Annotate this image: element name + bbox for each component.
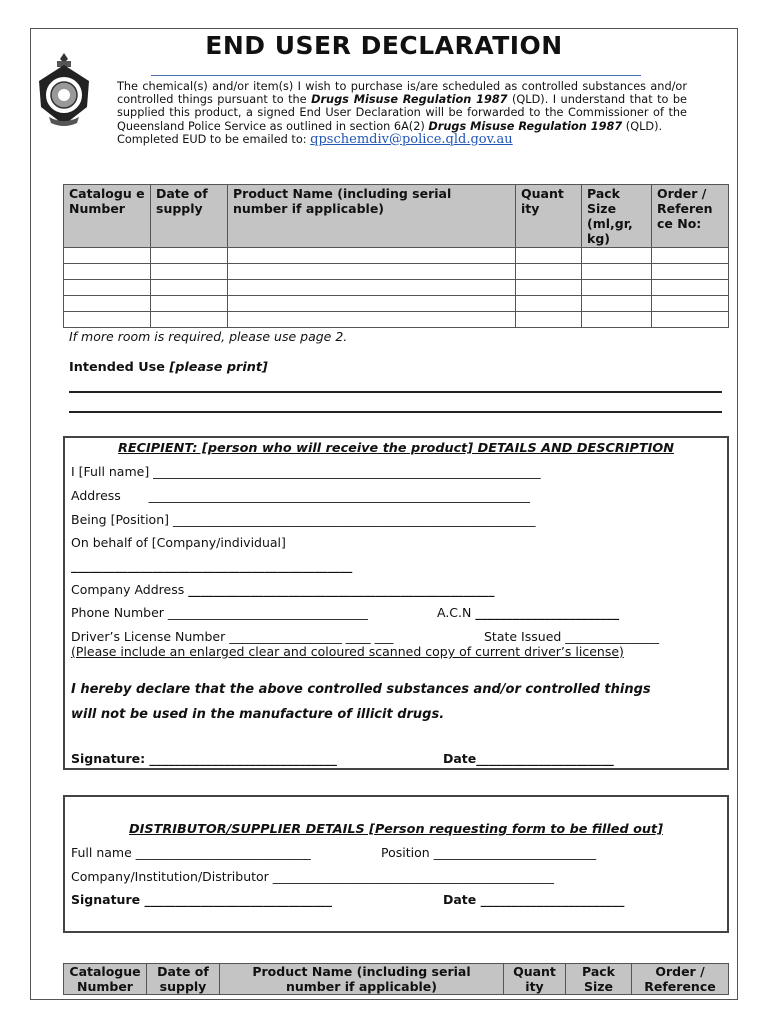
intended-use-line-1[interactable]: [69, 391, 722, 393]
table-cell[interactable]: [516, 248, 582, 264]
table-cell[interactable]: [228, 280, 516, 296]
recipient-full-name-field[interactable]: I [Full name] ______________________________________________________________: [71, 464, 541, 479]
col-date-of-supply: Date of supply: [151, 185, 228, 248]
col-catalogue-number: Catalogu e Number: [64, 185, 151, 248]
table-cell[interactable]: [64, 248, 151, 264]
intro-paragraph: The chemical(s) and/or item(s) I wish to purchase is/are scheduled as controlled substances and/or controlled things pursuant to the Drugs Misuse Regulation 1987 (QLD). I understand that to be supplied this product, a signed End User Declaration will be forwarded to the Commissioner of the Queensland Police Service as outlined in section 6A(2) Drugs Misuse Regulation 1987 (QLD). Completed EUD to be emailed to: qpschemdiv@police.qld.gov.au: [117, 80, 688, 147]
distributor-company-field[interactable]: Company/Institution/Distributor _____________________________________________: [71, 869, 555, 884]
recipient-signature-field[interactable]: Signature: ______________________________: [71, 751, 337, 766]
recipient-on-behalf-field[interactable]: _____________________________________________: [71, 558, 353, 573]
recipient-date-field[interactable]: Date______________________: [443, 751, 614, 766]
table-row: [64, 312, 729, 328]
table-cell[interactable]: [652, 280, 729, 296]
col-order-reference: Order / Reference: [632, 964, 729, 995]
declaration-text: I hereby declare that the above controlled substances and/or controlled things: [71, 682, 651, 697]
table-cell[interactable]: [151, 248, 228, 264]
table-cell[interactable]: [582, 264, 652, 280]
col-order-reference: Order / Referen ce No:: [652, 185, 729, 248]
table-cell[interactable]: [652, 264, 729, 280]
table-row: [64, 280, 729, 296]
distributor-section: [63, 795, 729, 933]
table-cell[interactable]: [582, 312, 652, 328]
table-cell[interactable]: [64, 264, 151, 280]
table-cell[interactable]: [516, 264, 582, 280]
table-cell[interactable]: [228, 264, 516, 280]
col-pack-size: Pack Size: [566, 964, 632, 995]
distributor-full-name-field[interactable]: Full name ____________________________: [71, 845, 311, 860]
regulation-name: Drugs Misuse Regulation 1987: [428, 119, 623, 133]
table-cell[interactable]: [151, 280, 228, 296]
table-cell[interactable]: [582, 248, 652, 264]
recipient-position-field[interactable]: Being [Position] __________________________________________________________: [71, 512, 536, 527]
regulation-name: Drugs Misuse Regulation 1987: [311, 93, 508, 107]
table-cell[interactable]: [228, 312, 516, 328]
table-cell[interactable]: [652, 312, 729, 328]
recipient-section: [63, 436, 729, 770]
more-room-note: If more room is required, please use page 2.: [69, 329, 348, 344]
recipient-address-field[interactable]: Address _____________________________________________________________: [71, 488, 530, 503]
table-cell[interactable]: [64, 296, 151, 312]
table-cell[interactable]: [228, 296, 516, 312]
recipient-state-issued-field[interactable]: State Issued _______________: [484, 629, 660, 644]
table-cell[interactable]: [582, 280, 652, 296]
queensland-police-crest-icon: [37, 51, 91, 131]
distributor-signature-field[interactable]: Signature ______________________________: [71, 892, 332, 907]
col-quantity: Quant ity: [504, 964, 566, 995]
table-cell[interactable]: [652, 248, 729, 264]
col-catalogue-number: Catalogue Number: [64, 964, 147, 995]
table-cell[interactable]: [64, 280, 151, 296]
table-cell[interactable]: [151, 312, 228, 328]
distributor-date-field[interactable]: Date _______________________: [443, 892, 625, 907]
recipient-company-address-field[interactable]: Company Address _________________________________________________: [71, 582, 495, 597]
email-link[interactable]: qpschemdiv@police.qld.gov.au: [310, 131, 513, 147]
license-note: (Please include an enlarged clear and coloured scanned copy of current driver’s license): [71, 644, 624, 659]
recipient-license-field[interactable]: Driver’s License Number __________________ ____ ___: [71, 629, 394, 644]
table-cell[interactable]: [582, 296, 652, 312]
table-cell[interactable]: [516, 296, 582, 312]
table-cell[interactable]: [652, 296, 729, 312]
table-cell[interactable]: [516, 312, 582, 328]
recipient-acn-field[interactable]: A.C.N _______________________: [437, 605, 620, 620]
page2-product-table: [63, 963, 729, 995]
table-row: [64, 264, 729, 280]
col-date-of-supply: Date of supply: [147, 964, 220, 995]
table-cell[interactable]: [151, 296, 228, 312]
col-pack-size: Pack Size (ml,gr, kg): [582, 185, 652, 248]
recipient-on-behalf-label: On behalf of [Company/individual]: [71, 535, 286, 550]
distributor-position-field[interactable]: Position __________________________: [381, 845, 597, 860]
table-cell[interactable]: [64, 312, 151, 328]
table-cell[interactable]: [228, 248, 516, 264]
declaration-text: will not be used in the manufacture of illicit drugs.: [71, 707, 445, 722]
table-row: [64, 296, 729, 312]
col-product-name: Product Name (including serial number if applicable): [228, 185, 516, 248]
table-cell[interactable]: [516, 280, 582, 296]
col-product-name: Product Name (including serial number if applicable): [220, 964, 504, 995]
recipient-phone-field[interactable]: Phone Number ________________________________: [71, 605, 368, 620]
page-title: END USER DECLARATION: [205, 31, 563, 60]
intended-use-label: Intended Use [please print]: [69, 360, 268, 375]
title-underline: [151, 75, 641, 76]
table-cell[interactable]: [151, 264, 228, 280]
col-quantity: Quant ity: [516, 185, 582, 248]
declaration-page: [30, 28, 738, 1000]
intended-use-line-2[interactable]: [69, 411, 722, 413]
product-table: [63, 184, 729, 328]
recipient-header: RECIPIENT: [person who will receive the product] DETAILS AND DESCRIPTION: [118, 441, 674, 456]
distributor-header: DISTRIBUTOR/SUPPLIER DETAILS [Person requesting form to be filled out]: [129, 822, 663, 837]
table-row: [64, 248, 729, 264]
